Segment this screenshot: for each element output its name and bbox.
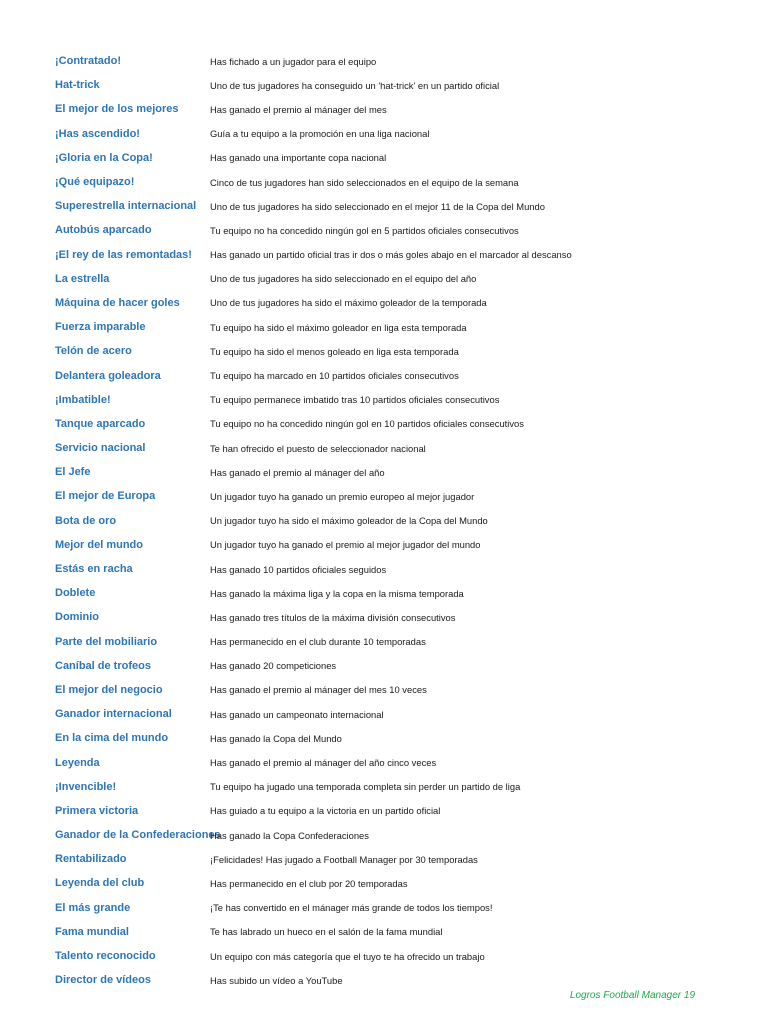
achievement-name: Parte del mobiliario — [55, 635, 158, 648]
achievement-name: Ganador de la Confederaciones — [55, 829, 221, 842]
achievement-description: Un jugador tuyo ha ganado un premio europeo al mejor jugador — [210, 490, 475, 502]
achievement-name: Fama mundial — [55, 925, 129, 938]
achievement-description: Un jugador tuyo ha ganado el premio al mejor jugador del mundo — [210, 539, 481, 551]
achievement-description: Has ganado un partido oficial tras ir dos o más goles abajo en el marcador al descanso — [210, 249, 572, 261]
achievement-row — [55, 654, 745, 678]
achievement-row — [55, 557, 745, 581]
achievement-name: Telón de acero — [55, 345, 132, 358]
achievement-description: Te han ofrecido el puesto de seleccionador nacional — [210, 442, 426, 454]
achievement-description: Uno de tus jugadores ha sido seleccionado en el equipo del año — [210, 273, 477, 285]
achievement-description: Tu equipo ha sido el menos goleado en liga esta temporada — [210, 345, 459, 357]
achievement-description: Has ganado el premio al mánager del año cinco veces — [210, 757, 437, 769]
achievement-row — [55, 968, 745, 992]
achievements-list — [55, 49, 745, 992]
achievement-row — [55, 871, 745, 895]
achievement-name: Autobús aparcado — [55, 224, 152, 237]
achievement-row — [55, 412, 745, 436]
achievement-description: Tu equipo ha jugado una temporada completa sin perder un partido de liga — [210, 781, 521, 793]
achievement-description: Uno de tus jugadores ha sido seleccionado en el mejor 11 de la Copa del Mundo — [210, 200, 545, 212]
achievement-description: Uno de tus jugadores ha sido el máximo goleador de la temporada — [210, 297, 487, 309]
achievement-description: Tu equipo no ha concedido ningún gol en 5 partidos oficiales consecutivos — [210, 224, 519, 236]
achievement-name: ¡Qué equipazo! — [55, 176, 135, 189]
achievement-row — [55, 363, 745, 387]
achievement-name: Leyenda — [55, 756, 100, 769]
achievement-row — [55, 605, 745, 629]
achievement-row — [55, 750, 745, 774]
achievement-description: Has fichado a un jugador para el equipo — [210, 55, 377, 67]
achievement-description: Te has labrado un hueco en el salón de la fama mundial — [210, 926, 443, 938]
achievement-description: Has ganado la Copa del Mundo — [210, 732, 342, 744]
achievement-row — [55, 726, 745, 750]
achievement-name: Tanque aparcado — [55, 417, 146, 430]
achievement-name: ¡Imbatible! — [55, 393, 111, 406]
achievement-row — [55, 339, 745, 363]
achievement-name: Delantera goleadora — [55, 369, 161, 382]
achievement-name: Leyenda del club — [55, 877, 145, 890]
achievement-name: Doblete — [55, 587, 96, 600]
achievement-description: Has ganado un campeonato internacional — [210, 708, 384, 720]
achievement-row — [55, 799, 745, 823]
achievement-name: Talento reconocido — [55, 950, 156, 963]
achievement-row — [55, 484, 745, 508]
achievement-description: ¡Felicidades! Has jugado a Football Manager por 30 temporadas — [210, 853, 478, 865]
achievement-row — [55, 146, 745, 170]
achievement-description: Has ganado la máxima liga y la copa en la misma temporada — [210, 587, 464, 599]
achievement-name: El mejor de los mejores — [55, 103, 179, 116]
achievement-row — [55, 315, 745, 339]
achievement-description: Has ganado una importante copa nacional — [210, 152, 387, 164]
achievement-row — [55, 920, 745, 944]
achievement-row — [55, 267, 745, 291]
achievement-name: Bota de oro — [55, 514, 117, 527]
achievement-description: Tu equipo no ha concedido ningún gol en 10 partidos oficiales consecutivos — [210, 418, 524, 430]
achievement-row — [55, 170, 745, 194]
achievement-row — [55, 291, 745, 315]
achievement-name: El mejor de Europa — [55, 490, 156, 503]
achievement-row — [55, 896, 745, 920]
achievement-description: ¡Te has convertido en el mánager más grande de todos los tiempos! — [210, 902, 493, 914]
achievement-description: Guía a tu equipo a la promoción en una liga nacional — [210, 128, 430, 140]
achievement-name: En la cima del mundo — [55, 732, 169, 745]
achievement-description: Tu equipo ha marcado en 10 partidos oficiales consecutivos — [210, 370, 459, 382]
achievement-name: Estás en racha — [55, 563, 133, 576]
achievement-row — [55, 630, 745, 654]
achievement-name: Servicio nacional — [55, 442, 146, 455]
achievement-description: Uno de tus jugadores ha conseguido un 'hat-trick' en un partido oficial — [210, 79, 500, 91]
achievement-name: ¡Has ascendido! — [55, 127, 140, 140]
achievement-description: Has permanecido en el club por 20 temporadas — [210, 877, 408, 889]
achievement-row — [55, 823, 745, 847]
achievement-description: Has ganado 20 competiciones — [210, 660, 337, 672]
achievement-name: Primera victoria — [55, 804, 139, 817]
achievement-row — [55, 460, 745, 484]
achievement-row — [55, 97, 745, 121]
achievement-row — [55, 218, 745, 242]
achievement-name: El Jefe — [55, 466, 91, 479]
achievement-row — [55, 73, 745, 97]
achievement-row — [55, 702, 745, 726]
achievement-row — [55, 678, 745, 702]
achievement-description: Has guiado a tu equipo a la victoria en un partido oficial — [210, 805, 441, 817]
achievement-row — [55, 388, 745, 412]
achievement-row — [55, 509, 745, 533]
achievement-description: Tu equipo ha sido el máximo goleador en liga esta temporada — [210, 321, 467, 333]
achievement-name: El más grande — [55, 901, 131, 914]
achievement-name: ¡Contratado! — [55, 55, 121, 68]
achievement-name: Mejor del mundo — [55, 538, 143, 551]
achievement-name: ¡El rey de las remontadas! — [55, 248, 192, 261]
achievement-description: Un equipo con más categoría que el tuyo te ha ofrecido un trabajo — [210, 950, 485, 962]
achievement-row — [55, 436, 745, 460]
achievement-name: Superestrella internacional — [55, 200, 197, 213]
achievement-description: Has subido un vídeo a YouTube — [210, 974, 343, 986]
achievement-name: Máquina de hacer goles — [55, 296, 180, 309]
achievement-row — [55, 49, 745, 73]
achievement-name: Dominio — [55, 611, 99, 624]
achievement-description: Has ganado el premio al mánager del mes — [210, 103, 387, 115]
achievement-row — [55, 194, 745, 218]
achievement-name: Hat-trick — [55, 79, 100, 92]
achievement-description: Tu equipo permanece imbatido tras 10 partidos oficiales consecutivos — [210, 394, 500, 406]
achievement-description: Has permanecido en el club durante 10 temporadas — [210, 636, 426, 648]
achievement-row — [55, 847, 745, 871]
achievement-name: La estrella — [55, 272, 110, 285]
page-footer: Logros Football Manager 19 — [569, 990, 695, 1001]
achievement-row — [55, 122, 745, 146]
achievement-name: Fuerza imparable — [55, 321, 146, 334]
achievement-description: Has ganado el premio al mánager del año — [210, 466, 385, 478]
achievement-row — [55, 775, 745, 799]
achievement-row — [55, 533, 745, 557]
achievement-description: Has ganado 10 partidos oficiales seguidos — [210, 563, 387, 575]
achievement-name: ¡Gloria en la Copa! — [55, 151, 153, 164]
achievement-description: Has ganado tres títulos de la máxima división consecutivos — [210, 611, 456, 623]
achievement-name: ¡Invencible! — [55, 780, 117, 793]
achievement-name: El mejor del negocio — [55, 683, 163, 696]
achievement-name: Ganador internacional — [55, 708, 172, 721]
achievement-description: Un jugador tuyo ha sido el máximo goleador de la Copa del Mundo — [210, 515, 488, 527]
achievement-row — [55, 243, 745, 267]
achievement-name: Caníbal de trofeos — [55, 659, 151, 672]
achievement-description: Cinco de tus jugadores han sido seleccionados en el equipo de la semana — [210, 176, 519, 188]
achievement-name: Rentabilizado — [55, 853, 127, 866]
achievement-description: Has ganado la Copa Confederaciones — [210, 829, 369, 841]
achievement-name: Director de vídeos — [55, 974, 151, 987]
achievement-description: Has ganado el premio al mánager del mes 10 veces — [210, 684, 427, 696]
achievement-row — [55, 581, 745, 605]
achievement-row — [55, 944, 745, 968]
